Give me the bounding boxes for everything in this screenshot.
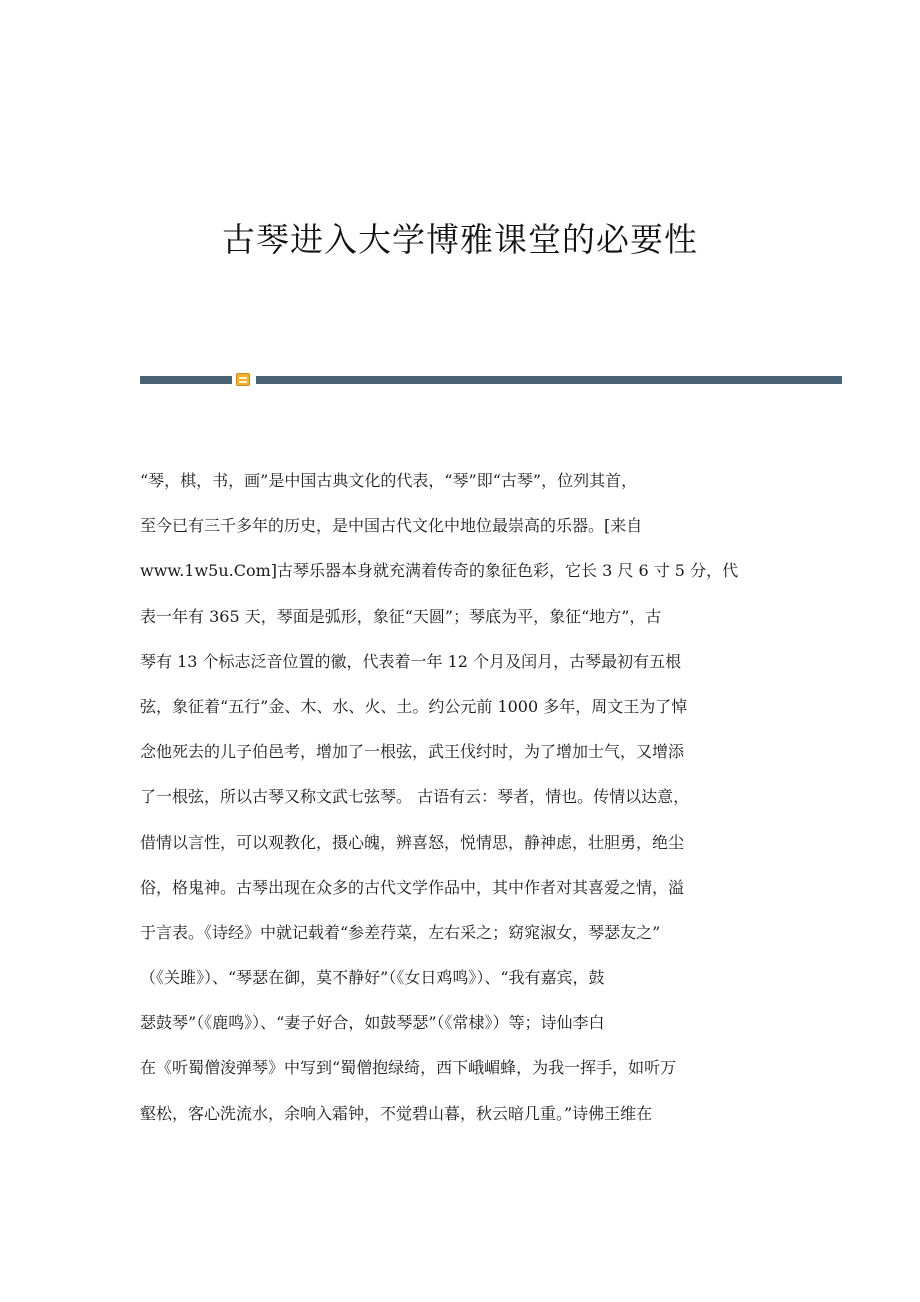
text-line: 借情以言性，可以观教化，摄心魄，辨喜怒，悦情思，静神虑，壮胆勇，绝尘 [140,832,685,852]
text-line: 弦，象征着“五行”金、木、水、火、土。约公元前 1000 多年，周文王为了悼 [140,696,688,716]
divider-bar-left [140,376,232,384]
text-line: “琴，棋，书，画”是中国古典文化的代表，“琴”即“古琴”，位列其首， [140,471,638,490]
text-line: 琴有 13 个标志泛音位置的徽，代表着一年 12 个月及闰月，古琴最初有五根 [140,651,682,671]
text-line: 念他死去的儿子伯邑考，增加了一根弦，武王伐纣时，为了增加士气，又增添 [140,742,685,762]
title-divider [140,372,842,388]
divider-bar-right [256,376,842,384]
text-line: 壑松，客心洗流水，余响入霜钟，不觉碧山暮，秋云暗几重。”诗佛王维在 [140,1103,653,1123]
text-line: www.1w5u.Com]古琴乐器本身就充满着传奇的象征色彩，它长 3 尺 6 寸 5 分，代 [140,561,739,581]
document-title: 古琴进入大学博雅课堂的必要性 [222,220,698,259]
text-line: 于言表。《诗经》中就记载着“参差荇菜，左右采之；窈窕淑女，琴瑟友之” [140,922,661,942]
text-line: 表一年有 365 天，琴面是弧形，象征“天圆”；琴底为平，象征“地方”，古 [140,606,662,626]
text-line: 俗，格鬼神。古琴出现在众多的古代文学作品中，其中作者对其喜爱之情，溢 [140,877,685,897]
text-line: 了一根弦，所以古琴又称文武七弦琴。 古语有云：琴者，情也。传情以达意， [140,787,690,807]
text-line: 瑟鼓琴”（《鹿鸣》）、“妻子好合，如鼓琴瑟”（《常棣》）等；诗仙李白 [140,1013,605,1033]
divider-emblem-icon [236,373,250,386]
text-line: 至今已有三千多年的历史，是中国古代文化中地位最崇高的乐器。[来自 [140,516,643,536]
body-paragraph [140,468,790,1146]
text-line: 在《听蜀僧浚弹琴》中写到“蜀僧抱绿绮，西下峨嵋蜂，为我一挥手，如听万 [140,1058,677,1078]
text-line: （《关雎》）、“琴瑟在御，莫不静好”（《女日鸡鸣》）、“我有嘉宾，鼓 [140,968,605,988]
